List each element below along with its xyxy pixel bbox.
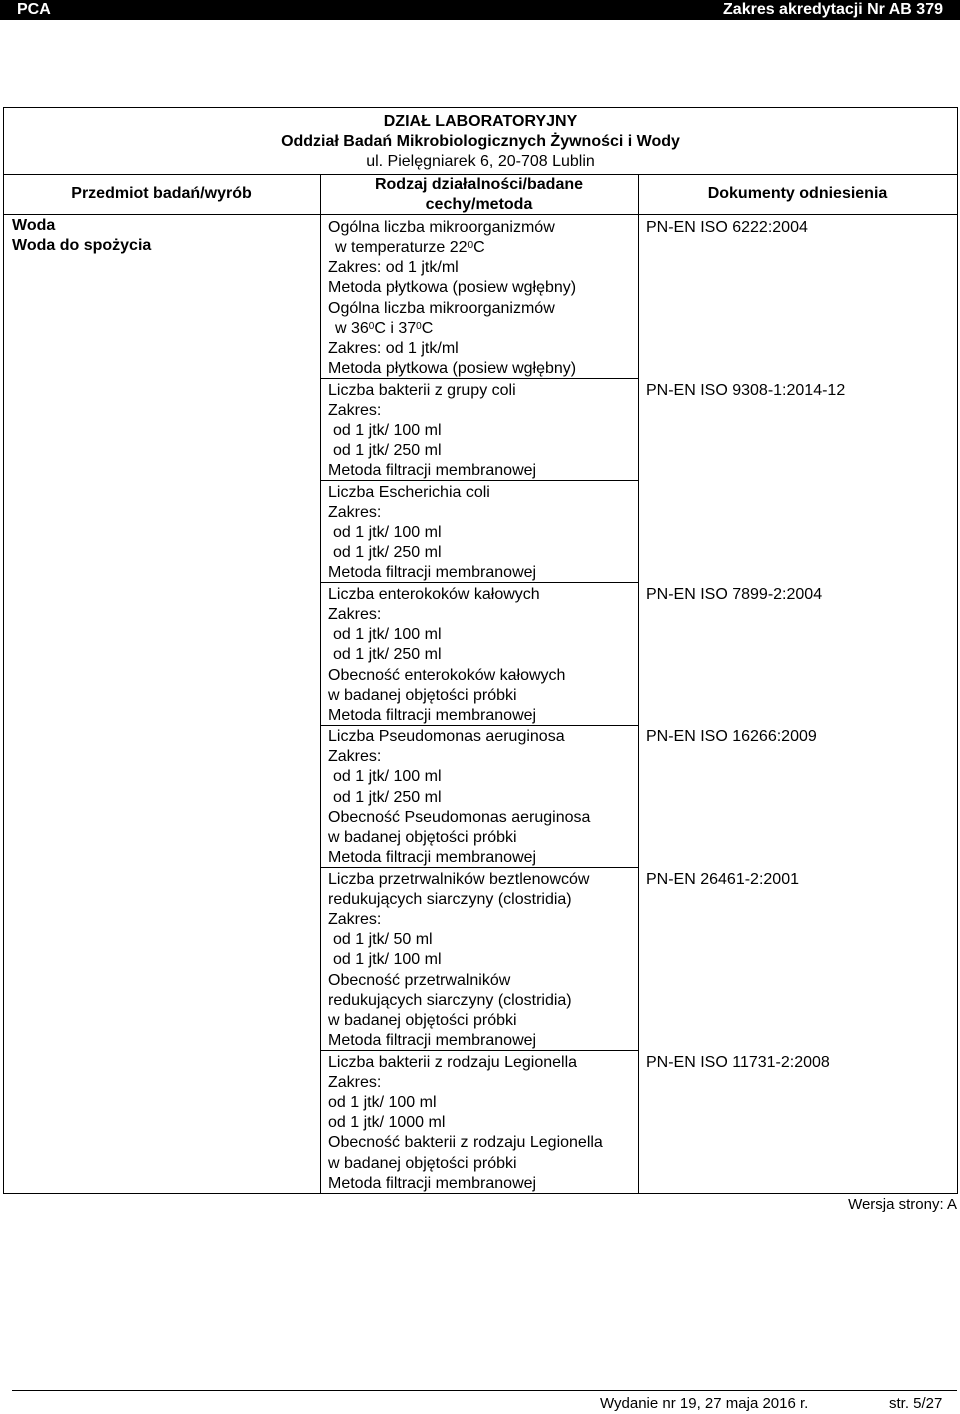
row6-line3: od 1 jtk/ 50 ml bbox=[333, 931, 433, 948]
row2-line4: Metoda filtracji membranowej bbox=[328, 462, 537, 479]
footer-edition: Wydanie nr 19, 27 maja 2016 r. bbox=[600, 1395, 809, 1412]
row7-line5: w badanej objętości próbki bbox=[328, 1155, 517, 1172]
top-header-bar bbox=[0, 0, 960, 20]
col-header-activity-line1: Rodzaj działalności/badane bbox=[374, 176, 584, 193]
row5-line1: Zakres: bbox=[328, 748, 382, 765]
col-divider-1 bbox=[320, 174, 321, 1194]
row5-line6: Metoda filtracji membranowej bbox=[328, 849, 537, 866]
department-name: DZIAŁ LABORATORYJNY bbox=[383, 113, 578, 130]
row2-line1: Zakres: bbox=[328, 402, 382, 419]
row7-line2: od 1 jtk/ 100 ml bbox=[328, 1094, 437, 1111]
row5-line0: Liczba Pseudomonas aeruginosa bbox=[328, 728, 565, 745]
row3-line4: Metoda filtracji membranowej bbox=[328, 564, 537, 581]
subject-water: Woda bbox=[12, 217, 56, 234]
row4-line3: od 1 jtk/ 250 ml bbox=[333, 646, 442, 663]
row5-line5: w badanej objętości próbki bbox=[328, 829, 517, 846]
table-border-right bbox=[957, 107, 958, 1194]
row0-line0: Ogólna liczba mikroorganizmów bbox=[328, 219, 555, 236]
department-division: Oddział Badań Mikrobiologicznych Żywności i Wody bbox=[281, 133, 680, 150]
row0-line3: Metoda płytkowa (posiew wgłębny) bbox=[328, 279, 577, 296]
row6-line8: Metoda filtracji membranowej bbox=[328, 1032, 537, 1049]
row6-line4: od 1 jtk/ 100 ml bbox=[333, 951, 442, 968]
row7-line4: Obecność bakterii z rodzaju Legionella bbox=[328, 1134, 603, 1151]
row3-line2: od 1 jtk/ 100 ml bbox=[333, 524, 442, 541]
row0-line2: Zakres: od 1 jtk/ml bbox=[328, 259, 459, 276]
row5-line3: od 1 jtk/ 250 ml bbox=[333, 789, 442, 806]
row2-line0: Liczba bakterii z grupy coli bbox=[328, 382, 516, 399]
row4-line0: Liczba enterokoków kałowych bbox=[328, 586, 540, 603]
row4-line1: Zakres: bbox=[328, 606, 382, 623]
row7-line0: Liczba bakterii z rodzaju Legionella bbox=[328, 1054, 578, 1071]
col-divider-2 bbox=[638, 174, 639, 1194]
department-address: ul. Pielęgniarek 6, 20-708 Lublin bbox=[366, 153, 595, 170]
table-border-top bbox=[3, 107, 958, 108]
row2-line2: od 1 jtk/ 100 ml bbox=[333, 422, 442, 439]
col-header-activity-line2: cechy/metoda bbox=[425, 196, 533, 213]
header-left: PCA bbox=[17, 1, 51, 18]
row4-doc: PN-EN ISO 7899-2:2004 bbox=[646, 586, 823, 603]
row2-doc: PN-EN ISO 9308-1:2014-12 bbox=[646, 382, 846, 399]
row5-doc: PN-EN ISO 16266:2009 bbox=[646, 728, 817, 745]
row3-line1: Zakres: bbox=[328, 504, 382, 521]
row3-line3: od 1 jtk/ 250 ml bbox=[333, 544, 442, 561]
row2-line3: od 1 jtk/ 250 ml bbox=[333, 442, 442, 459]
row1-line2: Zakres: od 1 jtk/ml bbox=[328, 340, 459, 357]
row6-line5: Obecność przetrwalników bbox=[328, 972, 511, 989]
row6-line2: Zakres: bbox=[328, 911, 382, 928]
row0-doc: PN-EN ISO 6222:2004 bbox=[646, 219, 808, 236]
row4-line5: w badanej objętości próbki bbox=[328, 687, 517, 704]
row1-line3: Metoda płytkowa (posiew wgłębny) bbox=[328, 360, 577, 377]
row7-doc: PN-EN ISO 11731-2:2008 bbox=[646, 1054, 830, 1071]
row6-line0: Liczba przetrwalników beztlenowców bbox=[328, 871, 590, 888]
row7-line6: Metoda filtracji membranowej bbox=[328, 1175, 537, 1192]
row4-line6: Metoda filtracji membranowej bbox=[328, 707, 537, 724]
row5-line2: od 1 jtk/ 100 ml bbox=[333, 768, 442, 785]
table-border-left bbox=[3, 107, 4, 1194]
footer-page-number: str. 5/27 bbox=[889, 1395, 943, 1412]
subject-drinking-water: Woda do spożycia bbox=[12, 237, 152, 254]
row1-line0: Ogólna liczba mikroorganizmów bbox=[328, 300, 555, 317]
page-version: Wersja strony: A bbox=[848, 1196, 957, 1213]
row6-line6: redukujących siarczyny (clostridia) bbox=[328, 992, 572, 1009]
row4-line4: Obecność enterokoków kałowych bbox=[328, 667, 566, 684]
row0-line1: w temperaturze $22^0C$ bbox=[335, 239, 485, 256]
row4-line2: od 1 jtk/ 100 ml bbox=[333, 626, 442, 643]
row7-line3: od 1 jtk/ 1000 ml bbox=[328, 1114, 446, 1131]
row3-line0: Liczba Escherichia coli bbox=[328, 484, 490, 501]
col-header-documents: Dokumenty odniesienia bbox=[707, 185, 888, 202]
footer-divider bbox=[12, 1390, 957, 1391]
col-header-subject: Przedmiot badań/wyrób bbox=[71, 185, 252, 202]
header-right: Zakres akredytacji Nr AB 379 bbox=[723, 1, 943, 18]
row7-line1: Zakres: bbox=[328, 1074, 382, 1091]
row6-doc: PN-EN 26461-2:2001 bbox=[646, 871, 799, 888]
row6-line7: w badanej objętości próbki bbox=[328, 1012, 517, 1029]
row6-line1: redukujących siarczyny (clostridia) bbox=[328, 891, 572, 908]
row5-line4: Obecność Pseudomonas aeruginosa bbox=[328, 809, 591, 826]
row1-line1: w $36^0C$ i $37^0C$ bbox=[335, 320, 434, 337]
